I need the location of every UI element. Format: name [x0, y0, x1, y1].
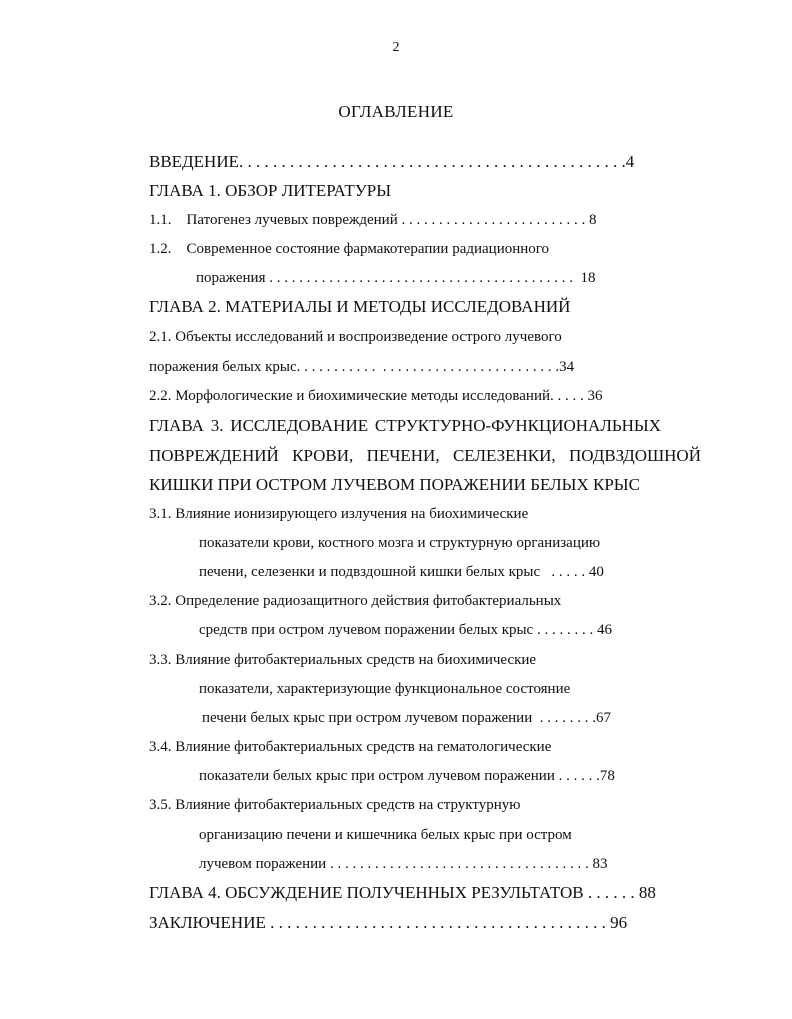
toc-chapter-2: ГЛАВА 2. МАТЕРИАЛЫ И МЕТОДЫ ИССЛЕДОВАНИЙ [149, 297, 571, 316]
toc-entry-2-2: 2.2. Морфологические и биохимические методы исследований. . . . . 36 [149, 388, 603, 404]
toc-entry-3-5-cont: организацию печени и кишечника белых крыс при остром [199, 827, 572, 843]
toc-chapter-3-cont: КИШКИ ПРИ ОСТРОМ ЛУЧЕВОМ ПОРАЖЕНИИ БЕЛЫХ КРЫС [149, 475, 640, 494]
toc-entry-1-1: 1.1. Патогенез лучевых повреждений . . . . . . . . . . . . . . . . . . . . . . . . . 8 [149, 212, 597, 228]
toc-entry-3-1-cont: показатели крови, костного мозга и структурную организацию [199, 535, 601, 551]
toc-chapter-1: ГЛАВА 1. ОБЗОР ЛИТЕРАТУРЫ [149, 181, 392, 200]
toc-entry-3-1-cont: печени, селезенки и подвздошной кишки белых крыс . . . . . 40 [199, 564, 604, 580]
toc-entry-3-4: 3.4. Влияние фитобактериальных средств на гематологические [149, 739, 552, 755]
toc-entry-2-1-cont: поражения белых крыс. . . . . . . . . . . . . . . . . . . . . . . . . . . . . . . . . . .34 [149, 359, 575, 375]
toc-entry-3-2: 3.2. Определение радиозащитного действия фитобактериальных [149, 593, 562, 609]
toc-entry-3-3-cont: показатели, характеризующие функциональное состояние [199, 681, 571, 697]
toc-entry-3-4-cont: показатели белых крыс при остром лучевом поражении . . . . . .78 [199, 768, 615, 784]
toc-entry-3-3: 3.3. Влияние фитобактериальных средств на биохимические [149, 652, 537, 668]
page-number: 2 [392, 40, 400, 55]
toc-entry-3-5: 3.5. Влияние фитобактериальных средств на структурную [149, 797, 521, 813]
toc-entry-3-1: 3.1. Влияние ионизирующего излучения на биохимические [149, 506, 529, 522]
toc-entry-3-5-cont: лучевом поражении . . . . . . . . . . . . . . . . . . . . . . . . . . . . . . . . . . . 83 [199, 856, 608, 872]
toc-entry-3-3-cont: печени белых крыс при остром лучевом поражении . . . . . . . .67 [202, 710, 611, 726]
toc-entry-intro: ВВЕДЕНИЕ. . . . . . . . . . . . . . . . . . . . . . . . . . . . . . . . . . . . . . . . . . . . . .4 [149, 152, 635, 171]
toc-entry-2-1: 2.1. Объекты исследований и воспроизведение острого лучевого [149, 329, 562, 345]
toc-chapter-4: ГЛАВА 4. ОБСУЖДЕНИЕ ПОЛУЧЕННЫХ РЕЗУЛЬТАТОВ . . . . . . 88 [149, 883, 656, 902]
toc-chapter-3: ГЛАВА 3. ИССЛЕДОВАНИЕ СТРУКТУРНО-ФУНКЦИОНАЛЬНЫХ [149, 416, 661, 435]
toc-entry-3-2-cont: средств при остром лучевом поражении белых крыс . . . . . . . . 46 [199, 622, 612, 638]
toc-entry-conclusion: ЗАКЛЮЧЕНИЕ . . . . . . . . . . . . . . . . . . . . . . . . . . . . . . . . . . . . . . . . 96 [149, 913, 628, 932]
page-title: ОГЛАВЛЕНИЕ [338, 102, 454, 121]
toc-entry-1-2: 1.2. Современное состояние фармакотерапии радиационного [149, 241, 550, 257]
toc-entry-1-2-cont: поражения . . . . . . . . . . . . . . . . . . . . . . . . . . . . . . . . . . . . . . . . . 18 [196, 270, 596, 286]
toc-chapter-3-cont: ПОВРЕЖДЕНИЙ КРОВИ, ПЕЧЕНИ, СЕЛЕЗЕНКИ, ПОДВЗДОШНОЙ [149, 446, 701, 465]
